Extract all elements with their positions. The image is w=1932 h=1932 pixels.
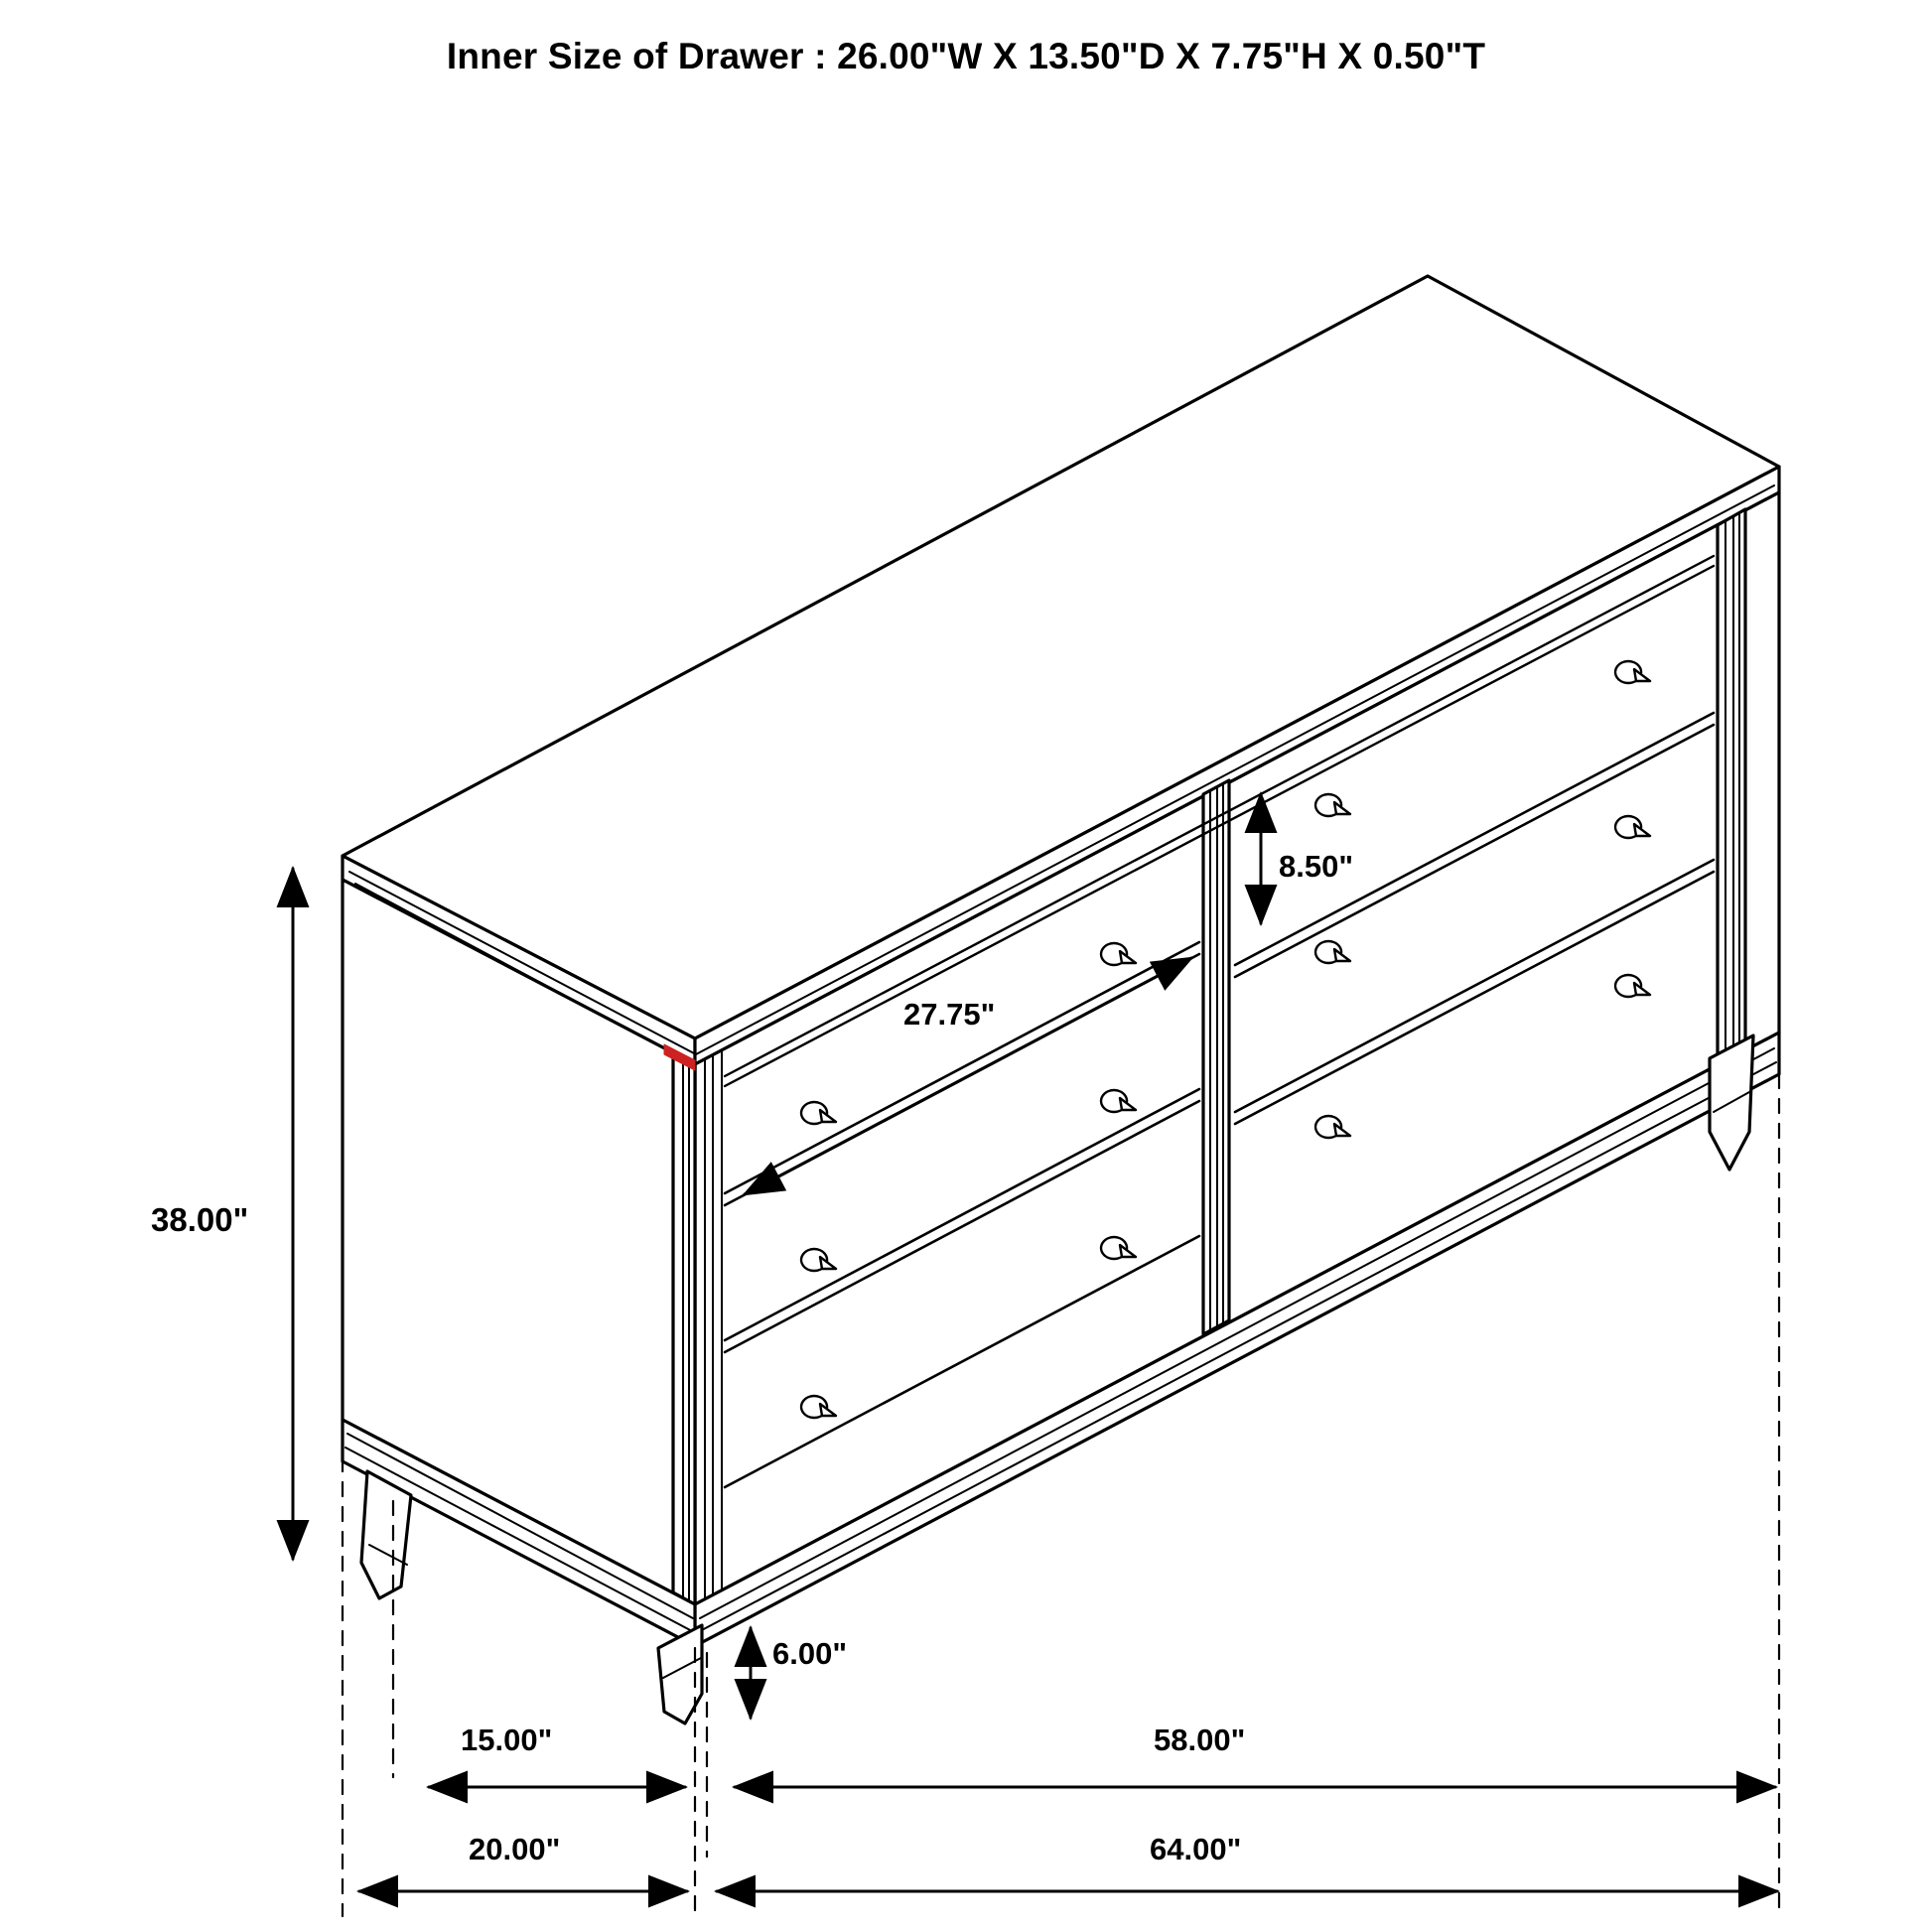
leg-front-left	[361, 1471, 411, 1598]
label-leg-height: 6.00"	[772, 1636, 848, 1671]
leg-right	[1710, 1035, 1753, 1170]
right-post	[1718, 509, 1745, 1065]
label-drawer-diagonal: 27.75"	[903, 997, 996, 1032]
page-title: Inner Size of Drawer : 26.00"W X 13.50"D X 7.75"H X 0.50"T	[446, 36, 1486, 76]
label-depth-side: 20.00"	[469, 1832, 561, 1866]
label-left-offset: 15.00"	[461, 1723, 553, 1757]
label-width-between-legs: 58.00"	[1154, 1723, 1246, 1757]
label-drawer-height: 8.50"	[1279, 849, 1354, 884]
center-divider	[1203, 780, 1229, 1334]
label-width-overall: 64.00"	[1150, 1832, 1242, 1866]
label-height-overall: 38.00"	[151, 1201, 249, 1238]
